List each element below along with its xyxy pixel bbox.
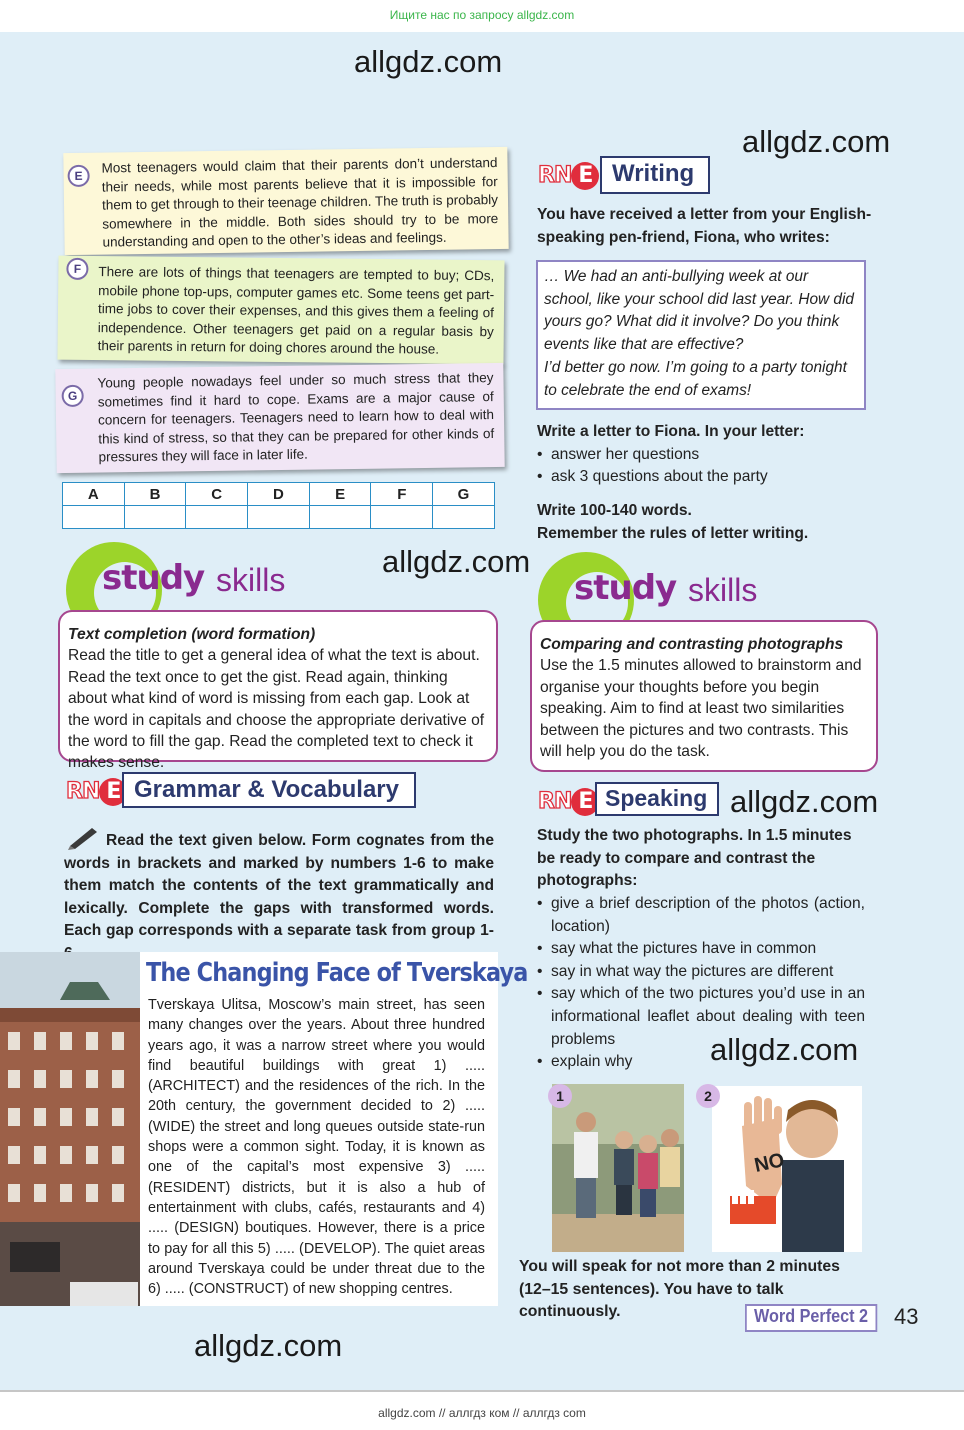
grid-header: A xyxy=(63,483,125,506)
writing-task xyxy=(537,421,877,489)
study-skills-box xyxy=(530,620,878,772)
study-skills-body: Use the 1.5 minutes allowed to brainstorm and organise your thoughts before you begin speaking. Aim to find at least two similarities between the pictures and two contrasts. This will help you do the task. xyxy=(540,657,862,761)
hand-text: NO xyxy=(752,1149,787,1177)
answer-cell[interactable] xyxy=(371,506,433,529)
grammar-instruction: Read the text given below. Form cognates from the words in brackets and marked by numbers 1-6 to make them match the contents of the text grammatically and lexically. Complete the gaps with transformed words. Each gap corresponds with a separate task from group 1- xyxy=(64,832,494,940)
photo-1-group-bullying xyxy=(552,1084,684,1252)
letter-badge: E xyxy=(67,165,89,187)
speaking-bullet: • say which of the two pictures you’d use in an informational leaflet about dealing with teen problems xyxy=(537,983,865,1051)
answer-cell[interactable] xyxy=(433,506,495,529)
text-card-e xyxy=(63,147,508,255)
answer-cell[interactable] xyxy=(248,506,310,529)
study-skills-word: study xyxy=(102,558,205,598)
section-title-writing: Writing xyxy=(600,156,710,194)
rne-logo: RN E xyxy=(538,162,599,190)
photo-number-badge: 1 xyxy=(548,1084,572,1108)
study-skills-heading: Text completion (word formation) xyxy=(68,626,316,643)
task-bullet: • ask 3 questions about the party xyxy=(537,466,877,489)
study-skills-word: skills xyxy=(216,562,286,598)
watermark: allgdz.com xyxy=(194,1328,343,1363)
grid-header: B xyxy=(124,483,186,506)
study-skills-body: Read the title to get a general idea of what the text is about. Read the text once to get the gist. Read again, thinking about what kind of word is missing from each gap. Look at the word in capitals and choose the appropriate derivative of the word to fill the gap. Read the completed text to check it makes sense. xyxy=(68,647,485,772)
speaking-bullet: • say what the pictures have in common xyxy=(537,938,865,961)
watermark: allgdz.com xyxy=(382,544,531,579)
grid-header: D xyxy=(248,483,310,506)
card-text: Young people nowadays feel under so much stress that they sometimes find it hard to cope. Exams are a major cause of concern for teenagers. Teenagers need to learn how to deal with this kind of stress, so that they can be prepared for other kinds of pressures they will face in later life. xyxy=(97,370,495,465)
section-title-speaking: Speaking xyxy=(595,782,719,816)
task-bullet: • answer her questions xyxy=(537,444,877,467)
study-skills-word: study xyxy=(574,568,677,608)
answer-cell[interactable] xyxy=(63,506,125,529)
letter-paragraph: I’d better go now. I’m going to a party tonight to celebrate the end of exams! xyxy=(544,358,847,399)
task-heading: Write a letter to Fiona. In your letter: xyxy=(537,423,805,440)
article-title: The Changing Face of Tverskaya xyxy=(146,958,528,988)
rne-logo: RN E xyxy=(538,788,599,816)
photo-2-boy-saying-no xyxy=(712,1086,862,1252)
speaking-bullets xyxy=(537,893,865,1074)
card-text: Most teenagers would claim that their parents don’t understand their needs, while most parents believe that it is impossible for them to get through to their teenage children. The truth is probably somewhere in the middle. Both sides should try to be more understanding and open to the other’s ideas and feelings. xyxy=(101,155,499,250)
section-title-grammar: Grammar & Vocabulary xyxy=(122,772,416,808)
answer-grid xyxy=(62,482,495,529)
grid-header: G xyxy=(433,483,495,506)
grid-header: F xyxy=(371,483,433,506)
letter-paragraph: … We had an anti-bullying week at our school, like your school did last year. How did yours go? What did it involve? Do you think events like that are effective? xyxy=(544,268,854,354)
study-skills-word: skills xyxy=(688,572,758,608)
top-banner[interactable]: Ищите нас по запросу allgdz.com xyxy=(389,8,575,22)
watermark: allgdz.com xyxy=(730,784,879,819)
book-name-badge: Word Perfect 2 xyxy=(745,1304,877,1332)
card-text: There are lots of things that teenagers are tempted to buy; CDs, mobile phone top-ups, computer games etc. Some teens get part-time jobs to cover their expenses, and this gives them a feeling of independence. Other teenagers get paid on a regular basis by their parents in return for doing chores around the house. xyxy=(97,264,495,358)
letter-badge: G xyxy=(62,385,84,407)
text-card-g xyxy=(55,363,504,473)
answer-cell[interactable] xyxy=(186,506,248,529)
writing-requirements xyxy=(537,500,877,545)
speaking-bullet: • say in what way the pictures are different xyxy=(537,961,865,984)
grid-header: E xyxy=(309,483,371,506)
text-card-f xyxy=(57,256,504,365)
footer-links[interactable]: allgdz.com // аллгдз ком // аллгдз com xyxy=(378,1406,586,1420)
answer-cell[interactable] xyxy=(309,506,371,529)
fiona-letter xyxy=(536,260,866,410)
watermark: allgdz.com xyxy=(354,44,503,79)
study-skills-heading: Comparing and contrasting photographs xyxy=(540,636,844,653)
photo-number-badge: 2 xyxy=(696,1084,720,1108)
speaking-bullet: • explain why xyxy=(537,1051,865,1074)
speaking-bullet: • give a brief description of the photos (action, location) xyxy=(537,893,865,938)
answer-cell[interactable] xyxy=(124,506,186,529)
letter-badge: F xyxy=(66,258,88,280)
article-panel xyxy=(140,952,528,1306)
divider xyxy=(0,1390,964,1392)
speaking-closing: You will speak for not more than 2 minutes (12–15 sentences). You have to talk continuously. xyxy=(519,1258,840,1321)
article-body: Tverskaya Ulitsa, Moscow’s main street, has seen many changes over the years. About three hundred years ago, it was a narrow street where you would find beautiful buildings with great 1) ..... (ARCHITECT) and the residences of the rich. In the 20th century, the government decided to 2) ..... (WIDE) the street and long queues outside state-run shops were a common sight. Today, it is known as one of the capital’s most expensive 3) ..... (RESIDENT) districts, but it is also a hub of entertainment with clubs, cafés, restaurants and 4) ..... (DESIGN) boutiques. However, there is a price to pay for all this 5) ..... (DEVELOP). The quiet areas around Tverskaya could be under threat due to the 6) ..... (CONSTRUCT) of new shopping centres. xyxy=(148,997,485,1298)
grid-header: C xyxy=(186,483,248,506)
word-count: Write 100-140 words. xyxy=(537,502,692,519)
study-skills-box xyxy=(58,610,498,772)
speaking-intro: Study the two photographs. In 1.5 minutes be ready to compare and contrast the photographs: xyxy=(537,827,852,890)
writing-intro: You have received a letter from your English-speaking pen-friend, Fiona, who writes: xyxy=(537,206,872,246)
watermark: allgdz.com xyxy=(742,124,891,159)
page-number: 43 xyxy=(894,1304,919,1329)
watermark: allgdz.com xyxy=(710,1032,859,1067)
tverskaya-building-photo xyxy=(0,952,140,1306)
rne-logo: RN E xyxy=(66,778,127,806)
writing-reminder: Remember the rules of letter writing. xyxy=(537,524,809,542)
